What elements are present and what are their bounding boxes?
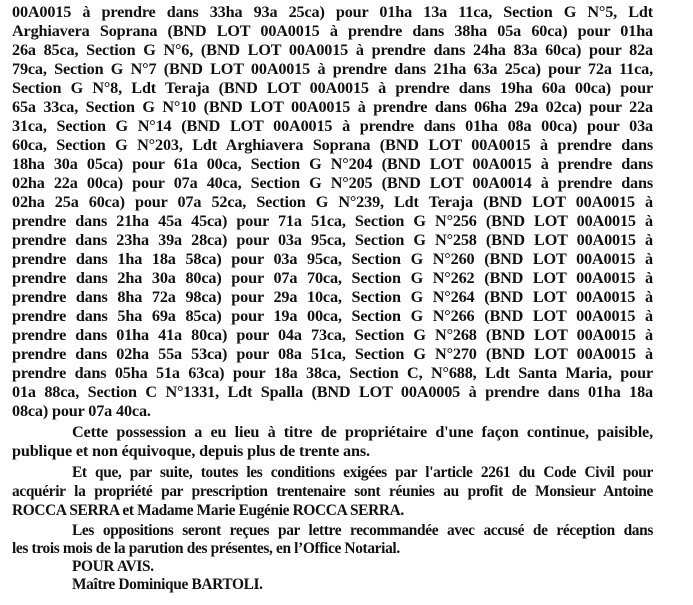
text-line: prendre dans 1ha 18a 58ca) pour 03a 95ca, Section G N°260 (BND LOT 00A0015 à bbox=[12, 250, 653, 268]
text-line: prendre dans 5ha 69a 85ca) pour 19a 00ca, Section G N°266 (BND LOT 00A0015 à bbox=[12, 307, 653, 325]
text-line: 00A0015 à prendre dans 33ha 93a 25ca) pour 01ha 13a 11ca, Section G N°5, Ldt bbox=[12, 3, 653, 21]
text-line: 18ha 30a 05ca) pour 61a 00ca, Section G N°204 (BND LOT 00A0015 à prendre dans bbox=[12, 155, 653, 173]
text-line: 01a 88ca, Section C N°1331, Ldt Spalla (BND LOT 00A0005 à prendre dans 01ha 18a bbox=[12, 383, 653, 401]
text-line: Section G N°8, Ldt Teraja (BND LOT 00A0015 à prendre dans 19ha 60a 00ca) pour bbox=[12, 79, 653, 97]
text-line: prendre dans 01ha 41a 80ca) pour 04a 73ca, Section G N°268 (BND LOT 00A0015 à bbox=[12, 326, 653, 344]
text-line: prendre dans 05ha 51a 63ca) pour 18a 38ca, Section C, N°688, Ldt Santa Maria, pour bbox=[12, 364, 653, 382]
text-line: prendre dans 2ha 30a 80ca) pour 07a 70ca, Section G N°262 (BND LOT 00A0015 à bbox=[12, 269, 653, 287]
text-line: ROCCA SERRA et Madame Marie Eugénie ROCCA SERRA. bbox=[12, 502, 404, 519]
text-line: 02ha 22a 00ca) pour 07a 40ca, Section G N°205 (BND LOT 00A0014 à prendre dans bbox=[12, 174, 653, 192]
text-line: 08ca) pour 07a 40ca. bbox=[12, 402, 151, 420]
text-line: Cette possession a eu lieu à titre de propriétaire d'une façon continue, paisible, bbox=[72, 423, 653, 441]
text-line: Arghiavera Soprana (BND LOT 00A0015 à prendre dans 38ha 05a 60ca) pour 01ha bbox=[12, 22, 653, 40]
text-line: les trois mois de la parution des présentes, en l’Office Notarial. bbox=[12, 540, 400, 557]
text-line: acquérir la propriété par prescription trentenaire sont réunies au profit de Monsieur Antoine bbox=[12, 483, 653, 500]
text-line: 60ca, Section G N°203, Ldt Arghiavera Soprana (BND LOT 00A0015 à prendre dans bbox=[12, 136, 653, 154]
notice-label: POUR AVIS. bbox=[72, 558, 154, 575]
text-line: Et que, par suite, toutes les conditions exigées par l'article 2261 du Code Civil pour bbox=[72, 464, 653, 481]
text-line: prendre dans 23ha 39a 28ca) pour 03a 95ca, Section G N°258 (BND LOT 00A0015 à bbox=[12, 231, 653, 249]
text-line: 02ha 25a 60ca) pour 07a 52ca, Section G N°239, Ldt Teraja (BND LOT 00A0015 à bbox=[12, 193, 653, 211]
text-line: prendre dans 02ha 55a 53ca) pour 08a 51ca, Section G N°270 (BND LOT 00A0015 à bbox=[12, 345, 653, 363]
text-line: 26a 85ca, Section G N°6, (BND LOT 00A0015 à prendre dans 24ha 83a 60ca) pour 82a bbox=[12, 41, 653, 59]
signature: Maître Dominique BARTOLI. bbox=[72, 576, 263, 593]
text-line: publique et non équivoque, depuis plus de trente ans. bbox=[12, 442, 370, 460]
text-line: Les oppositions seront reçues par lettre recommandée avec accusé de réception dans bbox=[72, 522, 653, 539]
text-line: prendre dans 21ha 45a 45ca) pour 71a 51ca, Section G N°256 (BND LOT 00A0015 à bbox=[12, 212, 653, 230]
text-line: 79ca, Section G N°7 (BND LOT 00A0015 à prendre dans 21ha 63a 25ca) pour 72a 11ca, bbox=[12, 60, 653, 78]
text-line: 65a 33ca, Section G N°10 (BND LOT 00A0015 à prendre dans 06ha 29a 02ca) pour 22a bbox=[12, 98, 653, 116]
text-line: 31ca, Section G N°14 (BND LOT 00A0015 à prendre dans 01ha 08a 00ca) pour 03a bbox=[12, 117, 653, 135]
text-line: prendre dans 8ha 72a 98ca) pour 29a 10ca, Section G N°264 (BND LOT 00A0015 à bbox=[12, 288, 653, 306]
